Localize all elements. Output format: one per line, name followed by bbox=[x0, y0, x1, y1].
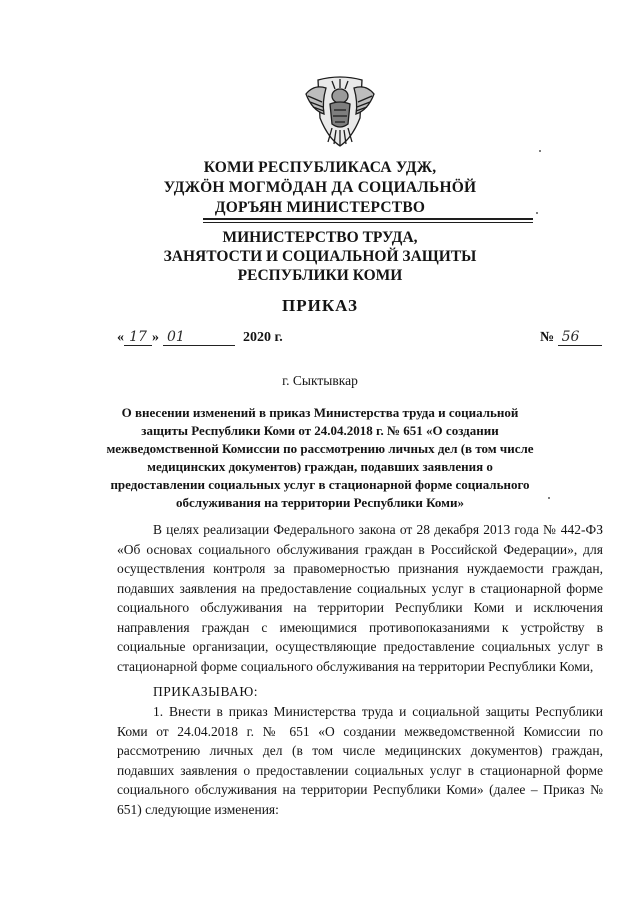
title-line: предоставлении социальных услуг в стационарной форме социального bbox=[110, 477, 530, 492]
header-komi bbox=[0, 158, 640, 218]
scan-speck bbox=[536, 212, 538, 214]
date-open-quote: « bbox=[117, 330, 124, 345]
scan-speck bbox=[539, 150, 541, 152]
date-day: 17 bbox=[124, 329, 152, 346]
city-name: г. Сыктывкар bbox=[282, 373, 358, 388]
header-komi-line: ДОРЪЯН МИНИСТЕРСТВО bbox=[214, 199, 426, 216]
title-line: защиты Республики Коми от 24.04.2018 г. № 651 «О создании bbox=[141, 423, 499, 438]
header-komi-line: КОМИ РЕСПУБЛИКАСА УДЖ, bbox=[203, 159, 437, 176]
header-divider-thick bbox=[203, 218, 533, 220]
order-word: ПРИКАЗЫВАЮ: bbox=[153, 684, 258, 699]
document-number bbox=[540, 329, 602, 346]
date-close-quote: » bbox=[152, 330, 159, 345]
number-label: № bbox=[540, 330, 555, 345]
title-line: обслуживания на территории Республики Коми» bbox=[176, 495, 464, 510]
title-line: медицинских документов) граждан, подавших заявления о bbox=[147, 459, 493, 474]
header-russian-line: МИНИСТЕРСТВО ТРУДА, bbox=[222, 229, 418, 246]
header-russian-line: РЕСПУБЛИКИ КОМИ bbox=[237, 267, 403, 284]
komi-emblem-icon bbox=[302, 72, 378, 150]
header-komi-line: УДЖӦН МОГМӦДАН ДА СОЦИАЛЬНӦЙ bbox=[163, 179, 477, 196]
title-line: межведомственной Комиссии по рассмотрению личных дел (в том числе bbox=[106, 441, 534, 456]
order-item-1: 1. Внести в приказ Министерства труда и социальной защиты Республики Коми от 24.04.2018 г. № 651 «О создании межведомственной Комиссии по рассмотрению личных дел (в том числе медицинских документов) граждан, подавших заявления о предоставлении социальных услуг в стационарной форме социального обслуживания на территории Республики Коми» (далее – Приказ № 651) следующие изменения: bbox=[117, 704, 603, 817]
document-type: ПРИКАЗ bbox=[282, 296, 358, 315]
date-month: 01 bbox=[163, 329, 235, 346]
header-divider-thin bbox=[203, 222, 533, 223]
document-title bbox=[0, 404, 640, 512]
date-year: 2020 г. bbox=[243, 330, 283, 345]
preamble-paragraph: В целях реализации Федерального закона от 28 декабря 2013 года № 442-ФЗ «Об основах социального обслуживания граждан в Российской Федерации», для осуществления контроля за правомерностью признания нуждаемости граждан, подавших заявления на предоставление социальных услуг в стационарной форме социального обслуживания на территории Республики Коми и исключения направления граждан с имеющимися противопоказаниями к устройству в социальные организации, осуществляющие предоставление социальных услуг в стационарной форме социального обслуживания на территории Республики Коми, bbox=[117, 522, 603, 674]
title-line: О внесении изменений в приказ Министерства труда и социальной bbox=[121, 405, 519, 420]
scan-speck bbox=[548, 497, 550, 499]
header-russian-line: ЗАНЯТОСТИ И СОЦИАЛЬНОЙ ЗАЩИТЫ bbox=[163, 248, 477, 265]
header-russian bbox=[0, 228, 640, 285]
document-date bbox=[117, 329, 283, 346]
number-value: 56 bbox=[558, 329, 602, 346]
